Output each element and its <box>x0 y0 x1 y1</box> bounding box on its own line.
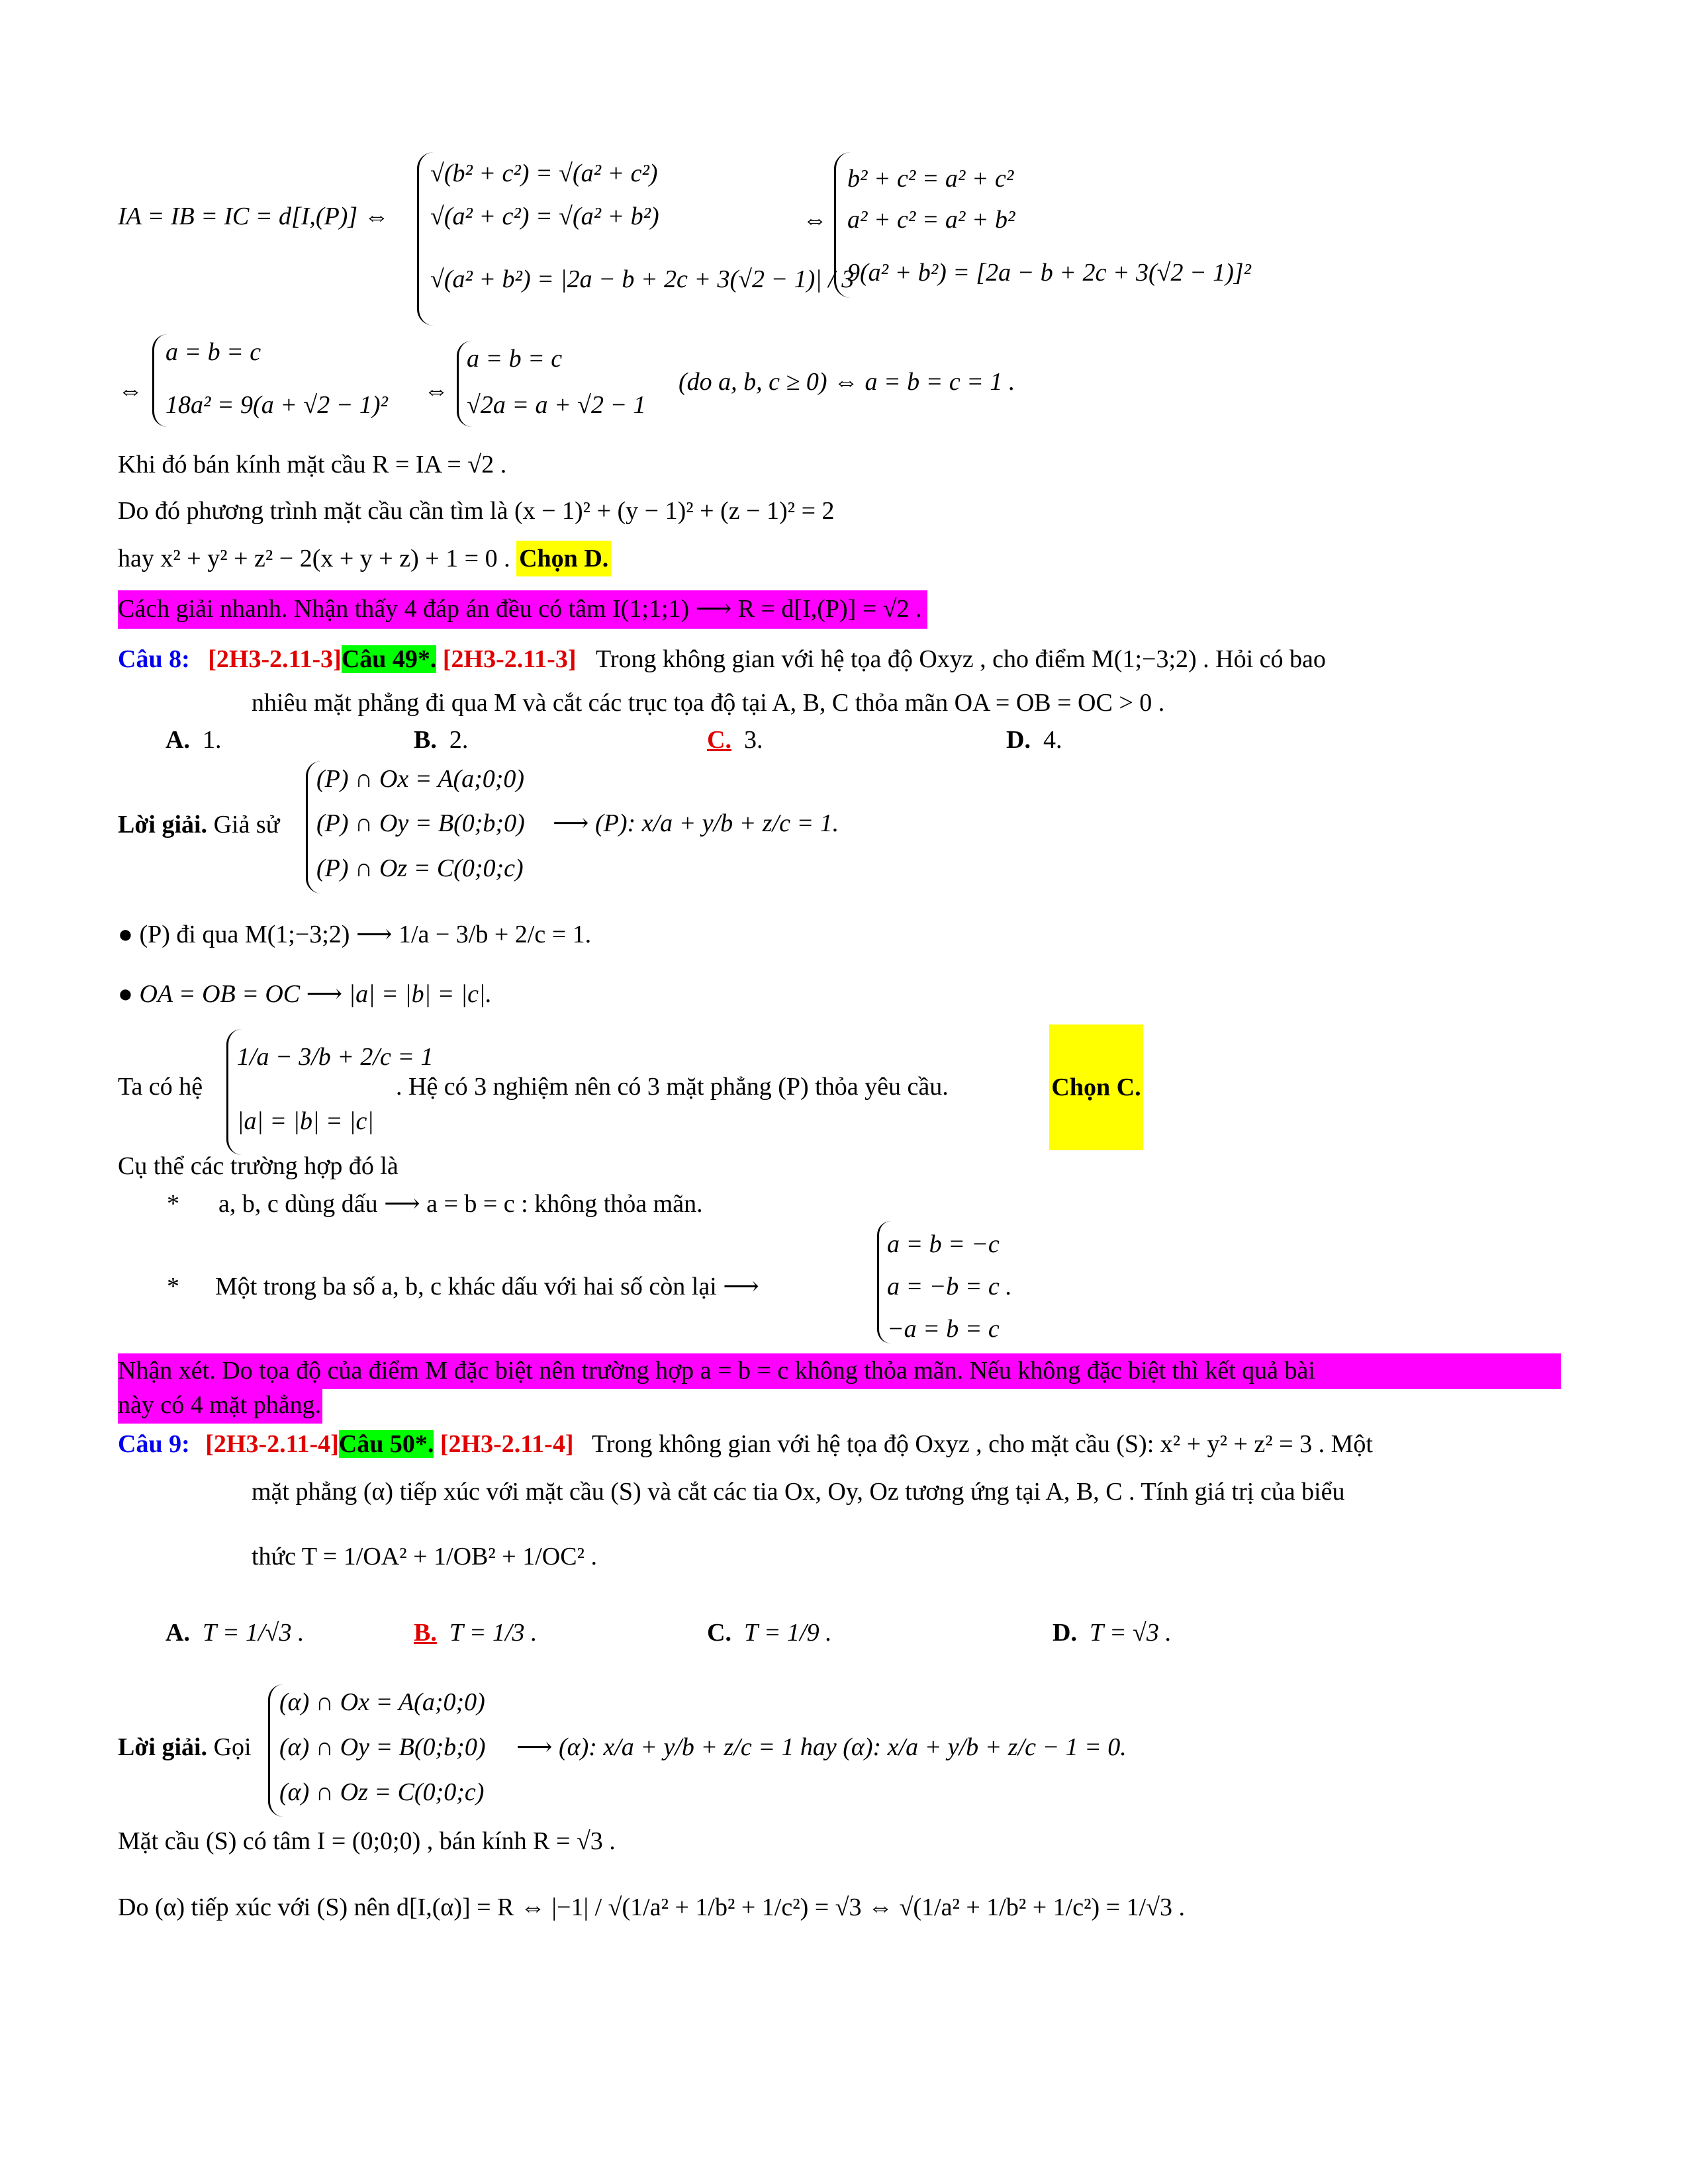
q8-system-after: . Hệ có 3 nghiệm nên có 3 mặt phẳng (P) thỏa yêu cầu. <box>396 1073 949 1101</box>
q8-code1: [2H3-2.11-3] <box>208 645 342 673</box>
choose-d-badge: Chọn D. <box>516 541 611 576</box>
q8-option-c: C. 3. <box>707 726 763 754</box>
choose-c-badge: Chọn C. <box>1049 1024 1143 1150</box>
q8-case2-sys-line2: a = −b = c . <box>887 1273 1012 1300</box>
q9-solution-label: Lời giải. <box>118 1733 208 1761</box>
q9-code2: [2H3-2.11-4] <box>440 1430 574 1458</box>
block1-sys1-line1: √(b² + c²) = √(a² + c²) <box>430 159 658 187</box>
q8-case2-sys-line1: a = b = −c <box>887 1230 1000 1258</box>
q9-text3: thức T = 1/OA² + 1/OB² + 1/OC² . <box>252 1543 597 1570</box>
block2-sys2-line2: √2a = a + √2 − 1 <box>467 391 646 419</box>
q9-solution-intro-text: Gọi <box>213 1733 252 1761</box>
q9-label: Câu 9: <box>118 1430 190 1458</box>
q8-code2: [2H3-2.11-3] <box>442 645 577 673</box>
q8-bullet2: ● OA = OB = OC ⟶ |a| = |b| = |c|. <box>118 980 492 1008</box>
q8-case2-star: * <box>167 1273 179 1300</box>
q9-text1: Trong không gian với hệ tọa độ Oxyz , cho mặt cầu (S): x² + y² + z² = 3 . Một <box>591 1430 1373 1458</box>
q9-option-d: D. T = √3 . <box>1053 1619 1172 1647</box>
equation-alt <box>118 544 611 574</box>
q8-sys-line2: (P) ∩ Oy = B(0;b;0) <box>316 809 525 837</box>
q9-solution-intro <box>118 1733 252 1763</box>
q8-tag: Câu 49*. <box>341 645 437 673</box>
q8-option-b: B. 2. <box>414 726 469 754</box>
q8-solution-intro <box>118 810 279 841</box>
quick-solution: Cách giải nhanh. Nhận thấy 4 đáp án đều có tâm I(1;1;1) ⟶ R = d[I,(P)] = √2 . <box>118 590 927 629</box>
block2-sys2-line1: a = b = c <box>467 345 563 373</box>
block2-sys1-line1: a = b = c <box>165 338 261 366</box>
q8-case2: Một trong ba số a, b, c khác dấu với hai số còn lại ⟶ <box>215 1273 759 1300</box>
q8-label: Câu 8: <box>118 645 190 673</box>
q8-system-intro: Ta có hệ <box>118 1073 203 1101</box>
block1-sys2-line3: 9(a² + b²) = [2a − b + 2c + 3(√2 − 1)]² <box>847 259 1251 287</box>
radius-line: Khi đó bán kính mặt cầu R = IA = √2 . <box>118 451 507 478</box>
q8-note: Nhận xét. Do tọa độ của điểm M đặc biệt nên trường hợp a = b = c không thỏa mãn. Nếu không đặc biệt thì kết quả bài <box>118 1353 1561 1389</box>
q9-sys-line3: (α) ∩ Oz = C(0;0;c) <box>279 1778 485 1806</box>
block1-equiv: ⇔ <box>802 206 827 234</box>
q8-note-2: này có 4 mặt phẳng. <box>118 1388 322 1424</box>
q9-header <box>118 1430 1373 1460</box>
q9-sys-line1: (α) ∩ Ox = A(a;0;0) <box>279 1688 485 1716</box>
q9-option-b: B. T = 1/3 . <box>414 1619 538 1647</box>
block1-sys1-line2: √(a² + c²) = √(a² + b²) <box>430 203 659 230</box>
block1-lhs: IA = IB = IC = d[I,(P)] ⇔ <box>118 203 389 230</box>
q9-tag: Câu 50*. <box>338 1430 434 1458</box>
block1-sys2-line2: a² + c² = a² + b² <box>847 206 1015 234</box>
q8-plane-eq: ⟶ (P): x/a + y/b + z/c = 1. <box>553 809 839 837</box>
q9-text2: mặt phẳng (α) tiếp xúc với mặt cầu (S) và cắt các tia Ox, Oy, Oz tương ứng tại A, B, C . Tính giá trị của biểu <box>252 1478 1345 1506</box>
block2-equiv1: ⇔ <box>118 377 143 404</box>
q8-option-a: A. 1. <box>165 726 222 754</box>
q8-system-line1: 1/a − 3/b + 2/c = 1 <box>237 1043 434 1071</box>
q8-bullet1: ● (P) đi qua M(1;−3;2) ⟶ 1/a − 3/b + 2/c = 1. <box>118 921 592 948</box>
q9-plane-eq: ⟶ (α): x/a + y/b + z/c = 1 hay (α): x/a + y/b + z/c − 1 = 0. <box>516 1733 1127 1761</box>
q9-sys-line2: (α) ∩ Oy = B(0;b;0) <box>279 1733 486 1761</box>
q8-case1-star: * <box>167 1190 179 1218</box>
q8-text1: Trong không gian với hệ tọa độ Oxyz , cho điểm M(1;−3;2) . Hỏi có bao <box>595 645 1326 673</box>
q9-option-c: C. T = 1/9 . <box>707 1619 832 1647</box>
q8-solution-intro-text: Giả sử <box>213 811 280 839</box>
q9-option-a: A. T = 1/√3 . <box>165 1619 305 1647</box>
block2-tail: (do a, b, c ≥ 0) ⇔ a = b = c = 1 . <box>679 368 1015 396</box>
q8-cases-title: Cụ thể các trường hợp đó là <box>118 1152 399 1180</box>
equation-intro: Do đó phương trình mặt cầu cần tìm là (x − 1)² + (y − 1)² + (z − 1)² = 2 <box>118 497 835 525</box>
block2-equiv2: ⇔ <box>424 377 449 404</box>
q9-center-line: Mặt cầu (S) có tâm I = (0;0;0) , bán kính R = √3 . <box>118 1827 616 1855</box>
block2-sys1-line2: 18a² = 9(a + √2 − 1)² <box>165 391 388 419</box>
q8-case2-sys-line3: −a = b = c <box>887 1315 1000 1343</box>
q8-sys-line3: (P) ∩ Oz = C(0;0;c) <box>316 854 524 882</box>
q8-sys-line1: (P) ∩ Ox = A(a;0;0) <box>316 765 525 793</box>
block1-sys2-line1: b² + c² = a² + c² <box>847 165 1014 193</box>
q8-system-line2: |a| = |b| = |c| <box>237 1107 374 1135</box>
q8-header <box>118 645 1326 675</box>
q8-option-d: D. 4. <box>1006 726 1062 754</box>
q9-code1: [2H3-2.11-4] <box>205 1430 339 1458</box>
q8-case1: a, b, c dùng dấu ⟶ a = b = c : không thỏa mãn. <box>218 1190 703 1218</box>
equation-alt-text: hay x² + y² + z² − 2(x + y + z) + 1 = 0 . <box>118 545 510 572</box>
q9-tangent-line: Do (α) tiếp xúc với (S) nên d[I,(α)] = R ⇔ |−1| / √(1/a² + 1/b² + 1/c²) = √3 ⇔ √(1/a² + 1/b² + 1/c²) = 1/√3 . <box>118 1893 1185 1921</box>
block1-sys1-line3: √(a² + b²) = |2a − b + 2c + 3(√2 − 1)| / 3 <box>430 265 855 293</box>
q8-text2: nhiêu mặt phẳng đi qua M và cắt các trục tọa độ tại A, B, C thỏa mãn OA = OB = OC > 0 . <box>252 689 1165 717</box>
q8-solution-label: Lời giải. <box>118 811 208 839</box>
